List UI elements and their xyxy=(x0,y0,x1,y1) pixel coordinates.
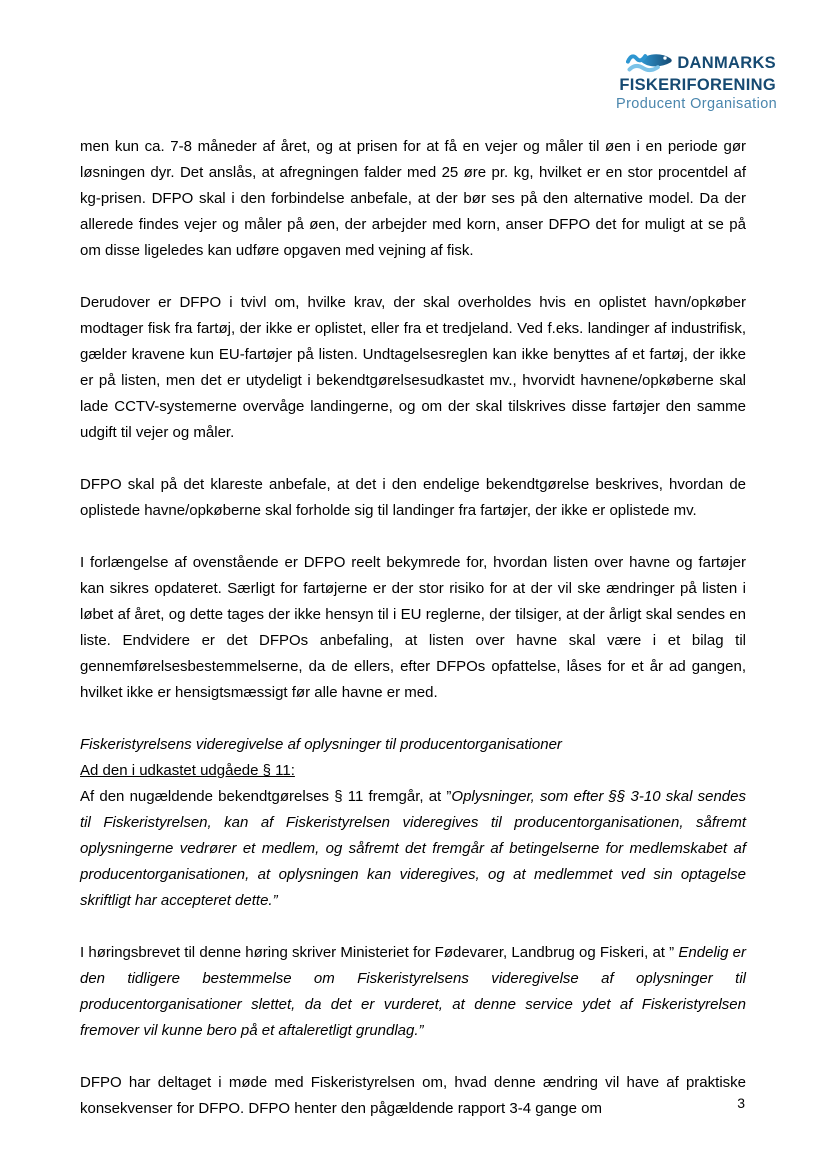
paragraph-6 xyxy=(80,940,746,1044)
logo-top-row xyxy=(616,52,776,76)
section-heading-underlined: Ad den i udkastet udgåede § 11: xyxy=(80,762,295,779)
paragraph-4: I forlængelse af ovenstående er DFPO reelt bekymrede for, hvordan listen over havne og fartøjer kan sikres opdateret. Særligt for fartøjerne er der stor risiko for at der vil ske ændringer på listen i løbet af året, og dette tages der ikke hensyn til i EU reglerne, der tilsiger, at der årligt skal sendes en liste. Endvidere er det DFPOs anbefaling, at listen over havne skal være i et bilag til gennemførelsesbestemmelserne, da de ellers, efter DFPOs opfattelse, låses for et år ad gangen, hvilket ikke er hensigtsmæssigt før alle havne er med. xyxy=(80,554,746,701)
section-heading-italic: Fiskeristyrelsens videregivelse af oplysninger til producentorganisationer xyxy=(80,736,562,753)
logo-line2: FISKERIFORENING xyxy=(619,76,776,94)
paragraph-5 xyxy=(80,784,746,914)
logo-line1: DANMARKS xyxy=(677,54,776,73)
paragraph-2: Derudover er DFPO i tvivl om, hvilke krav, der skal overholdes hvis en oplistet havn/opkøber modtager fisk fra fartøj, der ikke er oplistet, eller fra et tredjeland. Ved f.eks. landinger af industrifisk, gælder kravene kun EU-fartøjer på listen. Undtagelsesreglen kan ikke benyttes af et fartøj, der ikke er på listen, men det er utydeligt i bekendtgørelsesudkastet mv., hvorvidt havnene/opkøberne skal lade CCTV-systemerne overvåge landingerne, og om der skal tilskrives disse fartøjer den samme udgift til vejer og måler. xyxy=(80,294,746,441)
paragraph-3: DFPO skal på det klareste anbefale, at det i den endelige bekendtgørelse beskrives, hvordan de oplistede havne/opkøberne skal forholde sig til landinger fra fartøjer, der ikke er oplistede mv. xyxy=(80,476,746,519)
paragraph-6-lead: I høringsbrevet til denne høring skriver Ministeriet for Fødevarer, Landbrug og Fiskeri, at ” xyxy=(80,944,679,961)
logo xyxy=(616,52,776,113)
paragraph-5-lead: Af den nugældende bekendtgørelses § 11 fremgår, at ” xyxy=(80,788,452,805)
paragraph-5-quote: Oplysninger, som efter §§ 3-10 skal sendes til Fiskeristyrelsen, kan af Fiskeristyrelsen videregives til producentorganisationen, såfremt oplysningerne vedrører et medlem, og såfremt det fremgår af betingelserne for medlemskabet af producentorganisationen, at oplysningen kan videregives, og at medlemmet ved sin optagelse skriftligt har accepteret dette.” xyxy=(80,788,746,909)
logo-line3: Producent Organisation xyxy=(616,96,778,113)
paragraph-6-quote: Endelig er den tidligere bestemmelse om Fiskeristyrelsens videregivelse af oplysninger til producentorganisationer slettet, da det er vurderet, at denne service ydet af Fiskeristyrelsen fremover vil kunne bero på et aftaleretligt grundlag.” xyxy=(80,944,746,1039)
fish-wave-logo-icon xyxy=(626,49,674,79)
document-body xyxy=(80,134,746,1122)
page-number: 3 xyxy=(737,1095,745,1111)
paragraph-1: men kun ca. 7-8 måneder af året, og at prisen for at få en vejer og måler til øen i en periode gør løsningen dyr. Det anslås, at afregningen falder med 25 øre pr. kg, hvilket er en stor procentdel af kg-prisen. DFPO skal i den forbindelse anbefale, at der bør ses på den alternative model. Da der allerede findes vejer og måler på øen, der arbejder med korn, anser DFPO det for muligt at se på om disse ligeledes kan udføre opgaven med vejning af fisk. xyxy=(80,138,746,259)
paragraph-7: DFPO har deltaget i møde med Fiskeristyrelsen om, hvad denne ændring vil have af praktiske konsekvenser for DFPO. DFPO henter den pågældende rapport 3-4 gange om xyxy=(80,1074,746,1117)
